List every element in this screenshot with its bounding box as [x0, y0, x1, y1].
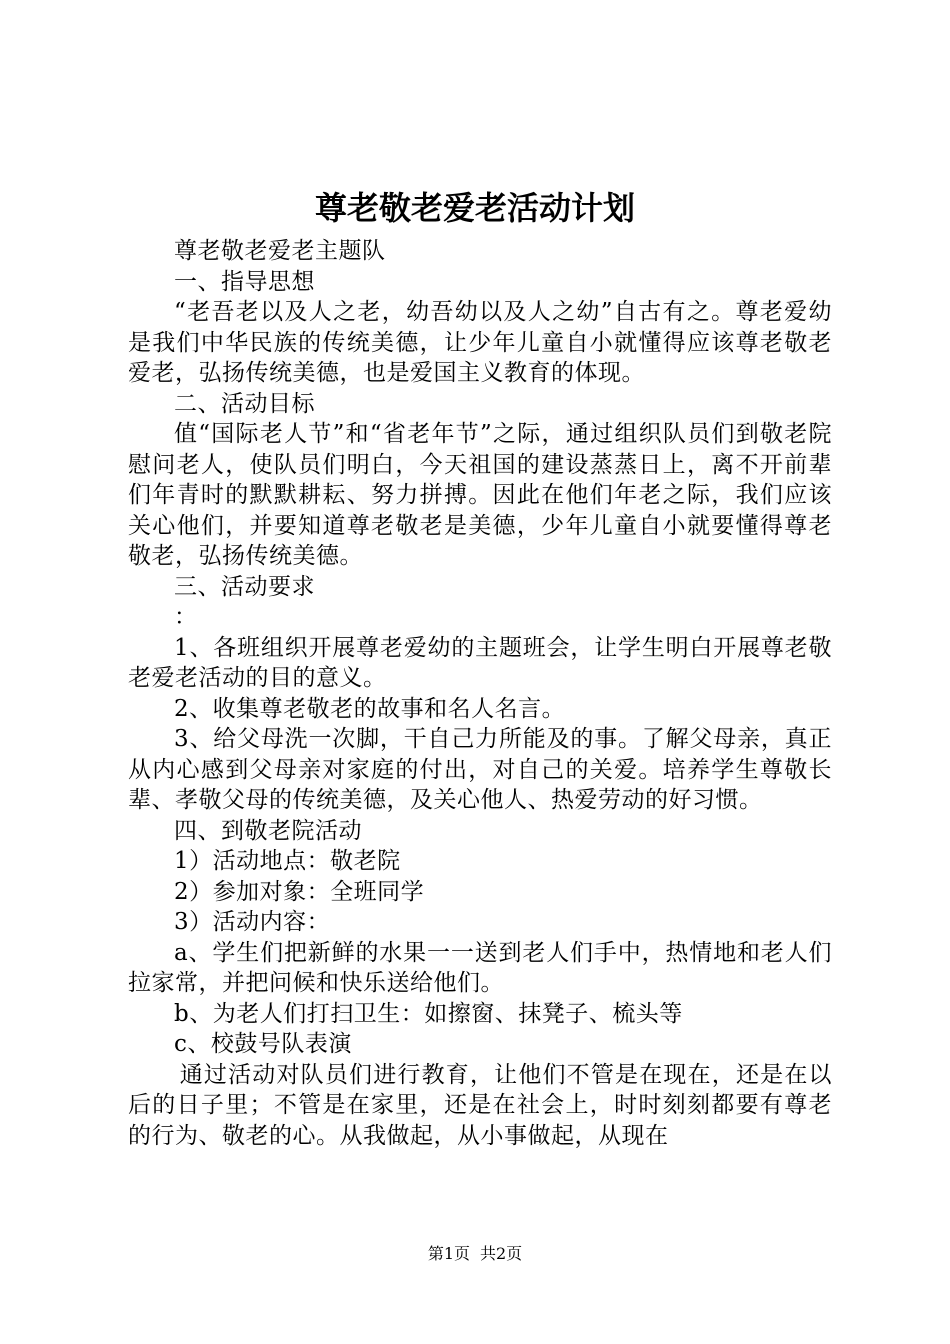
list-item-activity-content: 3）活动内容：	[174, 909, 331, 935]
list-item-participants: 2）参加对象：全班同学	[174, 878, 425, 905]
list-item-content-a: a、学生们把新鲜的水果一一送到老人们手中，热情地和老人们拉家常，并把问候和快乐送给他们。	[128, 939, 832, 996]
page-total: 共2页	[480, 1244, 523, 1263]
heading-activity-goal: 二、活动目标	[174, 390, 315, 417]
paragraph-activity-goal: 值“国际老人节”和“省老年节”之际，通过组织队员们到敬老院慰问老人，使队员们明白，今天祖国的建设蒸蒸日上，离不开前辈们年青时的默默耕耘、努力拼搏。因此在他们年老之际，我们应该关心他们，并要知道尊老敬老是美德，少年儿童自小就要懂得尊老敬老，弘扬传统美德。	[128, 421, 832, 569]
list-item-requirement-2: 2、收集尊老敬老的故事和名人名言。	[174, 695, 566, 722]
heading-activity-requirements: 三、活动要求	[174, 573, 315, 600]
paragraph-conclusion: 通过活动对队员们进行教育，让他们不管是在现在，还是在以后的日子里；不管是在家里，还是在社会上，时时刻刻都要有尊老的行为、敬老的心。从我做起，从小事做起，从现在	[128, 1061, 832, 1149]
heading-guiding-ideology: 一、指导思想	[174, 268, 315, 295]
list-item-content-b: b、为老人们打扫卫生：如擦窗、抹凳子、梳头等	[174, 1000, 683, 1027]
list-item-activity-location: 1）活动地点：敬老院	[174, 848, 401, 874]
heading-nursing-home-activity: 四、到敬老院活动	[174, 817, 362, 844]
list-item-requirement-1: 1、各班组织开展尊老爱幼的主题班会，让学生明白开展尊老敬老爱老活动的目的意义。	[128, 634, 832, 691]
page-footer	[0, 1243, 950, 1265]
paragraph-colon: ：	[174, 604, 198, 630]
list-item-requirement-3: 3、给父母洗一次脚，干自己力所能及的事。了解父母亲，真正从内心感到父母亲对家庭的付出，对自己的关爱。培养学生尊敬长辈、孝敬父母的传统美德，及关心他人、热爱劳动的好习惯。	[128, 726, 832, 813]
document-body	[128, 236, 832, 1151]
document-title: 尊老敬老爱老活动计划	[314, 189, 635, 227]
list-item-content-c: c、校鼓号队表演	[174, 1031, 352, 1057]
page-number: 第1页	[427, 1244, 470, 1263]
paragraph-subtitle: 尊老敬老爱老主题队	[174, 238, 386, 264]
paragraph-guiding-ideology: “老吾老以及人之老，幼吾幼以及人之幼”自古有之。尊老爱幼是我们中华民族的传统美德，让少年儿童自小就懂得应该尊老敬老爱老，弘扬传统美德，也是爱国主义教育的体现。	[128, 299, 832, 386]
